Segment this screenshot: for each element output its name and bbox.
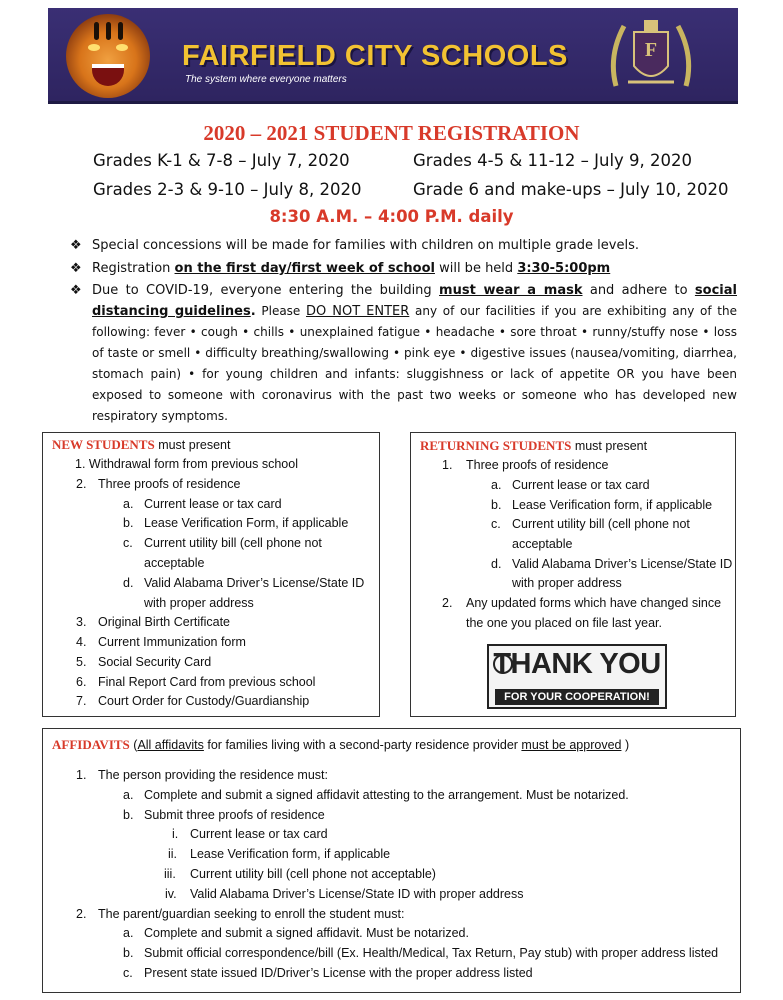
list-item: Current lease or tax card — [190, 827, 328, 841]
list-number: 2. — [76, 477, 87, 491]
list-number: 7. — [76, 694, 87, 708]
schedule-item: Grade 6 and make-ups – July 10, 2020 — [413, 180, 729, 199]
registration-hours: 8:30 A.M. – 4:00 P.M. daily — [269, 207, 514, 226]
list-item: Social Security Card — [98, 655, 212, 669]
list-item: Three proofs of residence — [466, 458, 609, 472]
list-item: Present state issued ID/Driver’s License with the proper address listed — [144, 966, 533, 980]
note-emphasis: on the first day/first week of school — [174, 261, 435, 276]
heading-text: ( — [133, 738, 138, 752]
heading-text: ) — [621, 738, 630, 752]
heading-text: for families living with a second-party residence provider — [203, 738, 522, 752]
note-text: . — [250, 304, 256, 319]
heading-emphasis: All affidavits — [137, 738, 204, 752]
list-number: 4. — [76, 635, 87, 649]
diamond-bullet-icon: ❖ — [70, 283, 82, 298]
note-concessions: Special concessions will be made for families with children on multiple grade levels. — [92, 238, 639, 253]
list-letter: d. — [491, 557, 502, 571]
list-item: Original Birth Certificate — [98, 615, 230, 629]
list-item: Current utility bill (cell phone not — [512, 517, 690, 531]
heading-text: must present — [571, 439, 648, 453]
heading-label: NEW STUDENTS — [52, 437, 155, 452]
list-item: Lease Verification form, if applicable — [190, 847, 391, 861]
list-letter: d. — [123, 576, 134, 590]
list-letter: b. — [123, 808, 134, 822]
heading-emphasis: must be approved — [521, 738, 622, 752]
list-letter: b. — [123, 516, 134, 530]
tiger-eye — [116, 44, 128, 51]
list-roman: ii. — [168, 847, 178, 861]
page-title: 2020 – 2021 STUDENT REGISTRATION — [203, 121, 580, 145]
list-item: with proper address — [512, 576, 622, 590]
list-item: Three proofs of residence — [98, 477, 241, 491]
tiger-stripe — [106, 22, 111, 40]
tiger-stripe — [118, 22, 123, 40]
note-emphasis: social — [694, 283, 737, 298]
cooperation-text: FOR YOUR COOPERATION! — [495, 689, 659, 705]
banner-title: FAIRFIELD CITY SCHOOLS — [182, 40, 568, 72]
list-item: Complete and submit a signed affidavit attesting to the arrangement. Must be notarized. — [144, 788, 629, 802]
list-item: Court Order for Custody/Guardianship — [98, 694, 310, 708]
note-text: Registration — [92, 261, 175, 276]
list-item: Lease Verification form, if applicable — [512, 498, 713, 512]
schedule-item: Grades 2-3 & 9-10 – July 8, 2020 — [93, 180, 362, 199]
list-letter: b. — [491, 498, 502, 512]
list-number: 5. — [76, 655, 87, 669]
list-roman: iii. — [164, 867, 176, 881]
list-number: 3. — [76, 615, 87, 629]
list-letter: c. — [123, 536, 133, 550]
list-letter: a. — [123, 788, 134, 802]
note-text: will be held — [434, 261, 518, 276]
tiger-eye — [88, 44, 100, 51]
thank-you-graphic — [487, 644, 667, 709]
list-item: with proper address — [144, 596, 254, 610]
list-item: acceptable — [144, 556, 205, 570]
returning-students-heading — [420, 438, 647, 454]
school-crest-icon — [606, 16, 696, 98]
list-item: Current Immunization form — [98, 635, 246, 649]
diamond-bullet-icon: ❖ — [70, 238, 82, 253]
note-covid — [92, 280, 737, 427]
list-item: Valid Alabama Driver’s License/State ID — [144, 576, 365, 590]
list-item: Current utility bill (cell phone not acceptable) — [190, 867, 436, 881]
note-time: 3:30-5:00pm — [517, 261, 611, 276]
list-item: The person providing the residence must: — [98, 768, 328, 782]
list-letter: a. — [123, 926, 134, 940]
note-text: Due to COVID-19, everyone entering the building — [92, 283, 440, 298]
note-emphasis: distancing guidelines — [92, 304, 251, 319]
heading-label: RETURNING STUDENTS — [420, 438, 572, 453]
new-students-heading — [52, 437, 230, 453]
list-item: Submit official correspondence/bill (Ex. Health/Medical, Tax Return, Pay stub) with proper address listed — [144, 946, 719, 960]
thank-you-text: THANK YOU — [493, 648, 661, 680]
note-text: and adhere to — [582, 283, 695, 298]
list-roman: i. — [172, 827, 179, 841]
school-banner — [48, 8, 738, 104]
list-item: Complete and submit a signed affidavit. Must be notarized. — [144, 926, 469, 940]
list-number: 6. — [76, 675, 87, 689]
affidavits-heading — [52, 737, 629, 753]
schedule-item: Grades K-1 & 7-8 – July 7, 2020 — [93, 151, 350, 170]
svg-text:F: F — [644, 39, 658, 61]
list-item: Current lease or tax card — [512, 478, 650, 492]
list-roman: iv. — [165, 887, 177, 901]
tiger-stripe — [94, 22, 99, 40]
diamond-bullet-icon: ❖ — [70, 261, 82, 276]
list-item: the one you placed on file last year. — [466, 616, 662, 630]
note-emphasis: must wear a mask — [439, 283, 583, 298]
list-letter: b. — [123, 946, 134, 960]
tiger-mascot-icon — [66, 14, 150, 98]
list-item: Any updated forms which have changed since — [466, 596, 722, 610]
list-item: Current lease or tax card — [144, 497, 282, 511]
note-registration-time — [92, 261, 737, 276]
note-symptoms: any of our facilities if you are exhibiting any of the following: fever • cough • chills • unexplained fatigue • headache • sore throat • runny/stuffy nose • loss of taste or smell • difficulty breathing/swallowing • pink eye • digestive issues (nausea/vomiting, diarrhea, stomach pain) • for young children and infants: sluggishness or lack of appetite OR you have been exposed to someone with coronavirus with the past two weeks or someone who has developed new respiratory symptoms. — [92, 304, 737, 423]
list-number: 2. — [76, 907, 87, 921]
list-letter: a. — [491, 478, 502, 492]
note-emphasis: DO NOT ENTER — [306, 304, 410, 319]
banner-tagline: The system where everyone matters — [185, 74, 347, 85]
list-number: 1. — [76, 768, 87, 782]
list-item: Valid Alabama Driver’s License/State ID with proper address — [190, 887, 524, 901]
list-item: The parent/guardian seeking to enroll the student must: — [98, 907, 405, 921]
list-letter: a. — [123, 497, 134, 511]
note-text: Please — [255, 304, 307, 318]
list-letter: c. — [123, 966, 133, 980]
list-item: acceptable — [512, 537, 573, 551]
list-item: Current utility bill (cell phone not — [144, 536, 322, 550]
schedule-item: Grades 4-5 & 11-12 – July 9, 2020 — [413, 151, 693, 170]
list-number: 2. — [442, 596, 453, 610]
heading-label: AFFIDAVITS — [52, 737, 130, 752]
list-letter: c. — [491, 517, 501, 531]
heading-text: must present — [154, 438, 231, 452]
list-item: 1. Withdrawal form from previous school — [75, 457, 298, 471]
list-item: Final Report Card from previous school — [98, 675, 316, 689]
list-item: Valid Alabama Driver’s License/State ID — [512, 557, 733, 571]
list-number: 1. — [442, 458, 453, 472]
list-item: Submit three proofs of residence — [144, 808, 325, 822]
list-item: Lease Verification Form, if applicable — [144, 516, 349, 530]
tiger-mouth — [92, 64, 124, 86]
